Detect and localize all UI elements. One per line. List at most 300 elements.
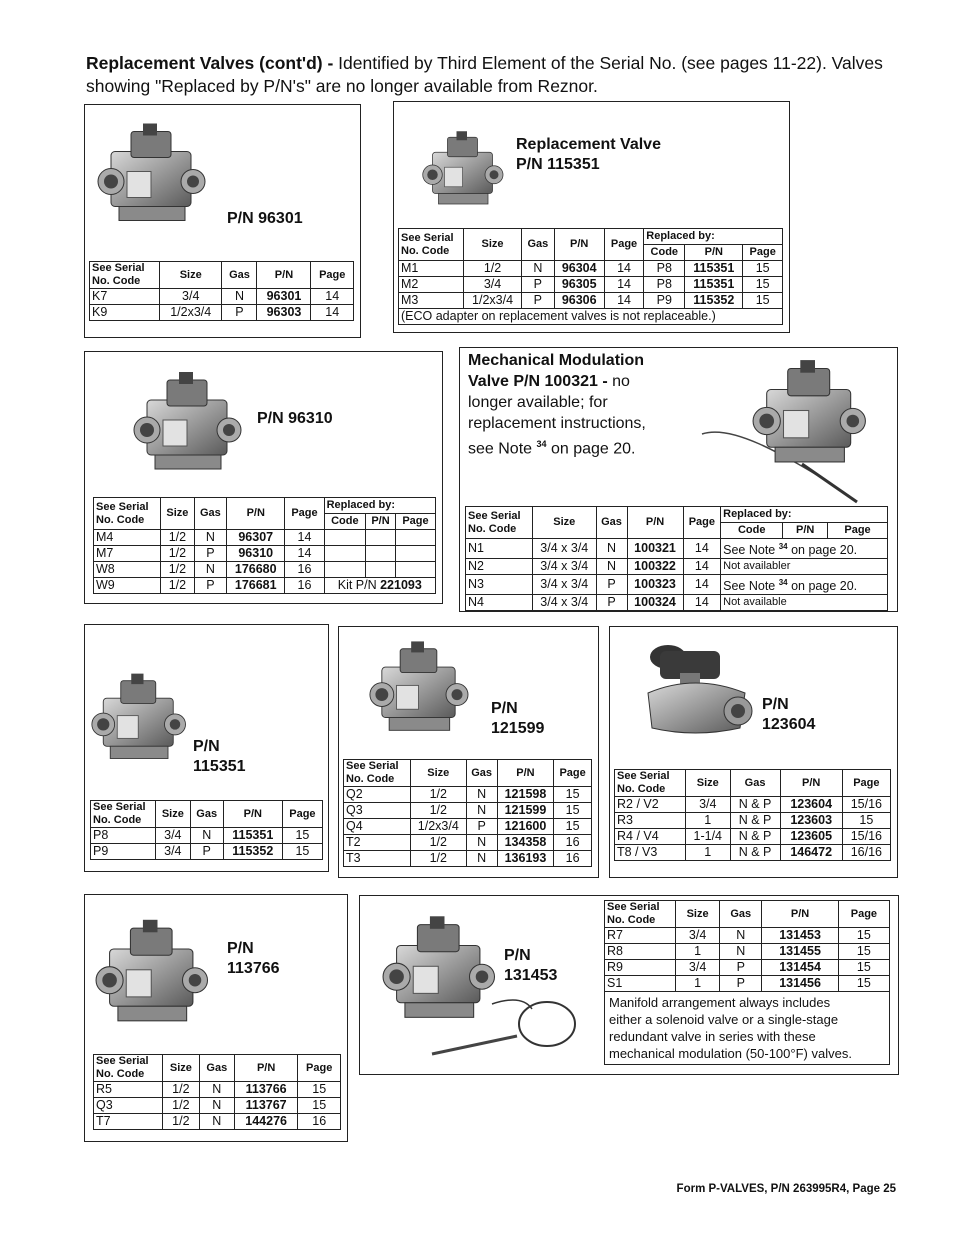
note-text: See Note — [723, 579, 779, 594]
table-row — [399, 309, 783, 325]
cell: 1/2 — [163, 1082, 200, 1098]
cell — [366, 530, 396, 546]
cell: 1 — [686, 845, 731, 861]
col-serial: See Serial No. Code — [90, 262, 160, 289]
col-code: Code — [324, 514, 366, 530]
cell: N — [222, 289, 257, 305]
table-row — [94, 578, 436, 594]
serial-table — [398, 228, 783, 325]
valve-image — [422, 116, 512, 226]
note-line: mechanical modulation (50-100°F) valves. — [609, 1046, 852, 1061]
modulation-description — [468, 350, 698, 459]
cell: 14 — [285, 546, 324, 562]
cell: 100323 — [627, 575, 683, 595]
col-gas: Gas — [596, 507, 627, 539]
cell: 3/4 x 3/4 — [533, 575, 597, 595]
cell: 123603 — [780, 813, 842, 829]
table-row — [466, 595, 888, 611]
col-gas: Gas — [199, 1055, 234, 1082]
cell — [395, 530, 435, 546]
part-number-label: P/N 96310 — [257, 410, 333, 427]
cell: 14 — [604, 261, 644, 277]
col-serial: See Serial No. Code — [91, 801, 156, 828]
table-row — [344, 835, 592, 851]
kit-pn: 221093 — [380, 578, 422, 592]
cell: 1/2 — [464, 261, 522, 277]
cell: R3 — [615, 813, 686, 829]
cell: N — [199, 1098, 234, 1114]
col-serial: See Serial No. Code — [399, 229, 464, 261]
cell — [395, 546, 435, 562]
cell: 1 — [676, 944, 720, 960]
table-row — [94, 562, 436, 578]
table-row — [605, 992, 890, 1065]
col-replaced-by: Replaced by: — [721, 507, 888, 523]
valve-box-96301 — [84, 104, 361, 338]
cell: 96305 — [554, 277, 604, 293]
cell: P — [466, 819, 497, 835]
mechanical-valve-image — [682, 354, 892, 504]
cell: P8 — [644, 277, 685, 293]
table-row — [94, 1098, 341, 1114]
cell: 1/2 — [161, 578, 195, 594]
table-row — [91, 844, 323, 860]
col-size: Size — [156, 801, 191, 828]
valve-image — [91, 645, 196, 795]
label-line: 123604 — [762, 716, 816, 733]
cell: P — [522, 277, 555, 293]
col-page: Page — [604, 229, 644, 261]
cell: 14 — [683, 539, 721, 559]
cell: 14 — [285, 530, 324, 546]
serial-table — [465, 506, 888, 611]
table-row — [90, 305, 354, 321]
cell: 15 — [838, 944, 889, 960]
note-superscript: 34 — [778, 542, 788, 551]
cell: Q3 — [94, 1098, 163, 1114]
label-line: P/N — [762, 696, 789, 713]
cell: 115352 — [223, 844, 282, 860]
cell: 3/4 — [464, 277, 522, 293]
col-gas: Gas — [194, 498, 226, 530]
cell: P — [194, 546, 226, 562]
cell: N & P — [730, 829, 780, 845]
cell: 14 — [683, 575, 721, 595]
cell: R9 — [605, 960, 676, 976]
cell: 121600 — [497, 819, 553, 835]
label-line: P/N — [504, 947, 531, 964]
cell: Q2 — [344, 787, 411, 803]
col-serial: See Serial No. Code — [466, 507, 533, 539]
cell: P — [720, 976, 762, 992]
cell: 176680 — [227, 562, 285, 578]
cell: 15 — [838, 928, 889, 944]
cell: 1/2 — [411, 851, 467, 867]
label-line: Replacement Valve — [516, 136, 661, 153]
cell — [324, 546, 366, 562]
cell: 14 — [311, 289, 354, 305]
cell: 1/2x3/4 — [464, 293, 522, 309]
cell: K9 — [90, 305, 160, 321]
cell: 1/2 — [161, 546, 195, 562]
cell: R5 — [94, 1082, 163, 1098]
valve-box-131453 — [359, 895, 899, 1075]
cell: 100324 — [627, 595, 683, 611]
col-pn: P/N — [783, 523, 828, 539]
title-line: Valve P/N 100321 - — [468, 373, 608, 390]
col-pn: P/N — [257, 262, 311, 289]
cell: N — [190, 828, 223, 844]
cell: N & P — [730, 797, 780, 813]
cell: P — [190, 844, 223, 860]
cell: T3 — [344, 851, 411, 867]
cell: 3/4 x 3/4 — [533, 559, 597, 575]
cell: 15 — [298, 1098, 341, 1114]
cell: 3/4 — [676, 960, 720, 976]
label-line: 113766 — [227, 960, 280, 977]
col-page: Page — [683, 507, 721, 539]
cell: R7 — [605, 928, 676, 944]
col-pn: P/N — [780, 770, 842, 797]
col-pn: P/N — [234, 1055, 298, 1082]
cell: N — [522, 261, 555, 277]
page-header — [86, 52, 906, 98]
cell: 115351 — [685, 277, 743, 293]
cell: 3/4 — [686, 797, 731, 813]
col-gas: Gas — [730, 770, 780, 797]
desc-text: replacement instructions, — [468, 415, 646, 432]
table-row — [94, 530, 436, 546]
col-gas: Gas — [190, 801, 223, 828]
cell: 15/16 — [842, 797, 890, 813]
cell: P9 — [91, 844, 156, 860]
col-page: Page — [395, 514, 435, 530]
cell: P8 — [644, 261, 685, 277]
serial-table — [614, 769, 891, 861]
cell: 121599 — [497, 803, 553, 819]
col-pn: P/N — [762, 901, 838, 928]
col-serial: See Serial No. Code — [344, 760, 411, 787]
replacement-note — [721, 575, 888, 595]
kit-prefix: Kit P/N — [337, 578, 381, 592]
cell: P — [222, 305, 257, 321]
col-pn: P/N — [554, 229, 604, 261]
col-size: Size — [411, 760, 467, 787]
table-row — [615, 845, 891, 861]
cell: 15 — [743, 293, 783, 309]
cell: 113767 — [234, 1098, 298, 1114]
cell: 123605 — [780, 829, 842, 845]
valve-box-96310 — [84, 351, 443, 604]
cell: N & P — [730, 845, 780, 861]
note-text: on page 20. — [787, 579, 858, 594]
label-line: 121599 — [491, 720, 545, 737]
cell: 3/4 — [156, 828, 191, 844]
part-number-label — [491, 699, 544, 739]
cell: 96301 — [257, 289, 311, 305]
cell: R2 / V2 — [615, 797, 686, 813]
cell: S1 — [605, 976, 676, 992]
not-available-note: Not availabler — [721, 559, 888, 575]
cell: 131453 — [762, 928, 838, 944]
cell: R4 / V4 — [615, 829, 686, 845]
cell: 176681 — [227, 578, 285, 594]
cell: 1/2 — [161, 562, 195, 578]
cell: P — [596, 575, 627, 595]
cell: M1 — [399, 261, 464, 277]
valve-box-115351 — [84, 624, 329, 872]
col-page: Page — [828, 523, 888, 539]
col-page: Page — [554, 760, 592, 787]
cell: 1/2x3/4 — [411, 819, 467, 835]
desc-text: no — [607, 373, 630, 390]
cell: 15 — [554, 803, 592, 819]
label-line: P/N 115351 — [516, 156, 600, 173]
col-code: Code — [644, 245, 685, 261]
cell — [395, 562, 435, 578]
not-available-note: Not available — [721, 595, 888, 611]
cell: N3 — [466, 575, 533, 595]
cell: 14 — [604, 293, 644, 309]
cell: N — [596, 559, 627, 575]
cell: 3/4 x 3/4 — [533, 595, 597, 611]
col-serial: See Serial No. Code — [615, 770, 686, 797]
cell: P — [194, 578, 226, 594]
cell: T8 / V3 — [615, 845, 686, 861]
page-footer: Form P-VALVES, P/N 263995R4, Page 25 — [676, 1183, 896, 1195]
table-row — [344, 803, 592, 819]
table-row — [94, 546, 436, 562]
table-row — [615, 797, 891, 813]
cell: 115352 — [685, 293, 743, 309]
cell: 131456 — [762, 976, 838, 992]
table-note: (ECO adapter on replacement valves is not replaceable.) — [399, 309, 783, 325]
serial-table — [93, 1054, 341, 1130]
note-superscript: 34 — [536, 439, 547, 449]
col-pn: P/N — [227, 498, 285, 530]
cell: N — [720, 928, 762, 944]
cell: Q4 — [344, 819, 411, 835]
col-page: Page — [282, 801, 322, 828]
cell: 96304 — [554, 261, 604, 277]
kit-cell — [324, 578, 435, 594]
cell: T7 — [94, 1114, 163, 1130]
col-page: Page — [838, 901, 889, 928]
note-text: on page 20. — [787, 543, 858, 558]
cell: 100321 — [627, 539, 683, 559]
table-row — [615, 813, 891, 829]
table-row — [94, 1082, 341, 1098]
col-code: Code — [721, 523, 783, 539]
cell: 15 — [743, 261, 783, 277]
col-size: Size — [533, 507, 597, 539]
cell: 1/2 — [411, 835, 467, 851]
col-size: Size — [464, 229, 522, 261]
cell: N — [466, 787, 497, 803]
label-line: 131453 — [504, 967, 558, 984]
col-gas: Gas — [720, 901, 762, 928]
cell: 15/16 — [842, 829, 890, 845]
cell: 15 — [554, 787, 592, 803]
table-row — [399, 261, 783, 277]
cell: N4 — [466, 595, 533, 611]
serial-table — [343, 759, 592, 867]
desc-text: longer available; for — [468, 394, 608, 411]
cell: N — [194, 562, 226, 578]
cell: P9 — [644, 293, 685, 309]
col-gas: Gas — [222, 262, 257, 289]
desc-text: on page 20. — [546, 440, 636, 458]
valve-image — [369, 635, 479, 745]
col-serial: See Serial No. Code — [94, 1055, 163, 1082]
cell: N1 — [466, 539, 533, 559]
valve-box-123604 — [609, 626, 898, 878]
cell: P — [522, 293, 555, 309]
cell — [366, 562, 396, 578]
cell: 3/4 — [156, 844, 191, 860]
cell: 16 — [285, 578, 324, 594]
table-row — [466, 559, 888, 575]
cell: 15 — [743, 277, 783, 293]
cell: Q3 — [344, 803, 411, 819]
label-line: P/N — [491, 700, 518, 717]
label-line: P/N — [193, 738, 220, 755]
valve-box-113766 — [84, 894, 348, 1142]
cell: 123604 — [780, 797, 842, 813]
cell: 15 — [298, 1082, 341, 1098]
cell: M3 — [399, 293, 464, 309]
cell: 15 — [842, 813, 890, 829]
cell: 14 — [311, 305, 354, 321]
modulation-valve-image — [382, 914, 582, 1064]
col-gas: Gas — [466, 760, 497, 787]
table-row — [91, 828, 323, 844]
table-row — [466, 575, 888, 595]
part-number-label: P/N 96301 — [227, 210, 303, 227]
cell: 14 — [683, 595, 721, 611]
valve-image — [95, 905, 220, 1045]
cell: 15 — [838, 976, 889, 992]
cell: 96310 — [227, 546, 285, 562]
cell: 15 — [282, 828, 322, 844]
manifold-note — [605, 992, 890, 1065]
cell: N & P — [730, 813, 780, 829]
col-page: Page — [743, 245, 783, 261]
valve-image — [97, 119, 217, 234]
label-line: P/N — [227, 940, 254, 957]
cell: 1/2 — [163, 1114, 200, 1130]
col-size: Size — [161, 498, 195, 530]
cell: W9 — [94, 578, 161, 594]
cell: 134358 — [497, 835, 553, 851]
cell: K7 — [90, 289, 160, 305]
valve-box-115351-replacement — [393, 101, 790, 333]
table-row — [90, 289, 354, 305]
cell: 16 — [554, 851, 592, 867]
cell: 3/4 — [160, 289, 222, 305]
cell: 100322 — [627, 559, 683, 575]
cell: 15 — [838, 960, 889, 976]
table-row — [94, 1114, 341, 1130]
cell: M2 — [399, 277, 464, 293]
cell: N — [194, 530, 226, 546]
col-serial: See Serial No. Code — [605, 901, 676, 928]
serial-table — [93, 497, 436, 594]
table-row — [344, 819, 592, 835]
cell: 15 — [554, 819, 592, 835]
cell: 96306 — [554, 293, 604, 309]
table-row — [344, 851, 592, 867]
cell: 14 — [683, 559, 721, 575]
col-size: Size — [676, 901, 720, 928]
label-line: 115351 — [193, 758, 246, 775]
note-line: redundant valve in series with these — [609, 1029, 816, 1044]
cell: 16 — [554, 835, 592, 851]
cell: 146472 — [780, 845, 842, 861]
cell: 1 — [676, 976, 720, 992]
note-text: See Note — [723, 543, 779, 558]
col-pn: P/N — [497, 760, 553, 787]
part-number-label — [504, 946, 557, 986]
cell: N — [466, 851, 497, 867]
col-pn: P/N — [685, 245, 743, 261]
valve-box-121599 — [338, 626, 599, 878]
table-row — [344, 787, 592, 803]
cell: 1/2x3/4 — [160, 305, 222, 321]
col-serial: See Serial No. Code — [94, 498, 161, 530]
cell: 1/2 — [163, 1098, 200, 1114]
cell: R8 — [605, 944, 676, 960]
cell: 3/4 x 3/4 — [533, 539, 597, 559]
cell: 121598 — [497, 787, 553, 803]
table-row — [466, 539, 888, 559]
cell: P8 — [91, 828, 156, 844]
cell — [366, 546, 396, 562]
cell: 1/2 — [161, 530, 195, 546]
cell: 115351 — [685, 261, 743, 277]
cell: 1 — [686, 813, 731, 829]
cell: P — [720, 960, 762, 976]
part-number-label — [227, 939, 280, 979]
note-superscript: 34 — [778, 578, 788, 588]
title-line: Mechanical Modulation — [468, 352, 645, 369]
col-page: Page — [311, 262, 354, 289]
cell: M7 — [94, 546, 161, 562]
cell: 16 — [298, 1114, 341, 1130]
cell: 1/2 — [411, 787, 467, 803]
col-pn: P/N — [223, 801, 282, 828]
cell: N — [466, 835, 497, 851]
part-number-label — [516, 135, 661, 175]
cell: 14 — [604, 277, 644, 293]
cell: 1-1/4 — [686, 829, 731, 845]
cell: 16/16 — [842, 845, 890, 861]
note-line: Manifold arrangement always includes — [609, 995, 831, 1010]
valve-box-100321-mechanical — [459, 347, 898, 612]
cell: M4 — [94, 530, 161, 546]
col-size: Size — [686, 770, 731, 797]
solenoid-valve-image — [640, 633, 755, 738]
desc-text: see Note — [468, 440, 537, 458]
cell: N — [199, 1114, 234, 1130]
col-page: Page — [285, 498, 324, 530]
cell: P — [596, 595, 627, 611]
header-text: Identified by Third Element of the Serial No. (see pages 11-22). Valves showing "Replaced by P/N's" are no longer available from Reznor. — [86, 53, 883, 96]
col-size: Size — [163, 1055, 200, 1082]
col-pn: P/N — [366, 514, 396, 530]
cell: 96307 — [227, 530, 285, 546]
table-row — [605, 928, 890, 944]
